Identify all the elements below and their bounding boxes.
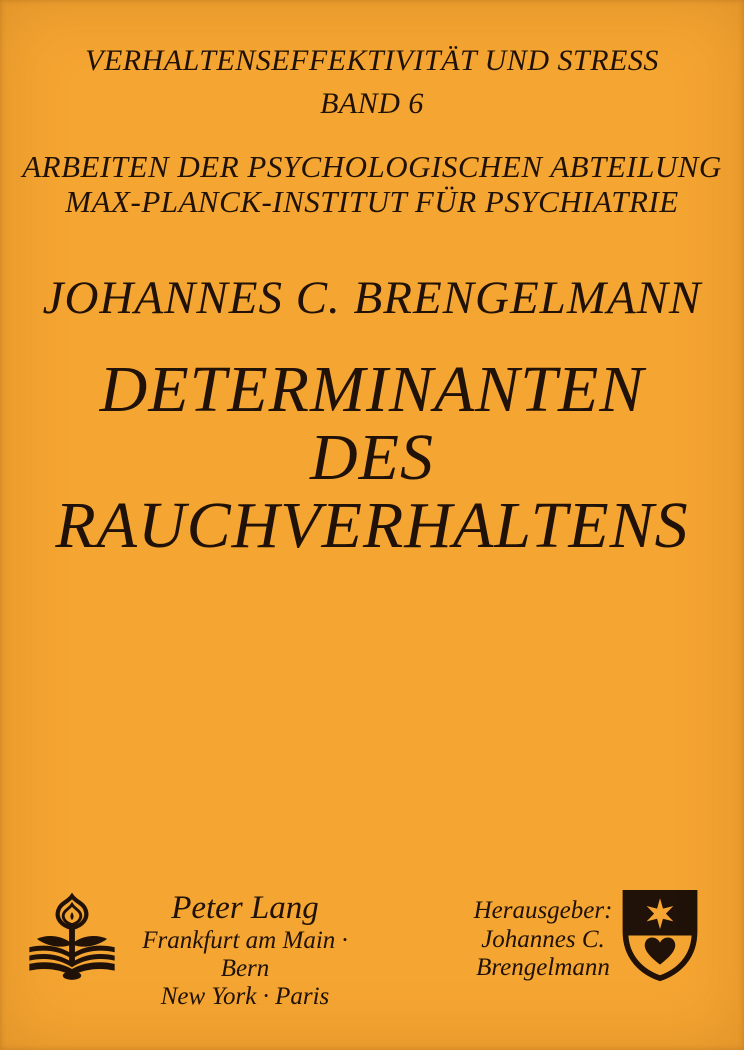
publisher-name: Peter Lang [171, 890, 319, 926]
publisher-locations-1: Frankfurt am Main · Bern [142, 927, 348, 982]
editor-name-2: Brengelmann [476, 954, 610, 981]
book-title-line-3: RAUCHVERHALTENS [55, 489, 689, 562]
institute-line-1: ARBEITEN DER PSYCHOLOGISCHEN ABTEILUNG [22, 149, 722, 184]
editor-block [458, 897, 628, 983]
publisher-locations-2: New York · Paris [160, 983, 330, 1010]
editor-label: Herausgeber: [473, 897, 613, 924]
publisher-block [126, 889, 364, 1011]
series-volume: BAND 6 [320, 87, 424, 120]
editor-name-1: Johannes C. [481, 925, 605, 953]
publisher-open-book-tulip-icon [26, 892, 118, 984]
series-title: VERHALTENSEFFEKTIVITÄT UND STRESS [85, 44, 659, 77]
author-name: JOHANNES C. BRENGELMANN [42, 272, 702, 324]
book-title-line-2: DES [310, 421, 434, 494]
book-title-line-1: DETERMINANTEN [99, 353, 645, 426]
institute-line-2: MAX-PLANCK-INSTITUT FÜR PSYCHIATRIE [65, 184, 679, 219]
editor-shield-crest-icon [620, 888, 700, 983]
